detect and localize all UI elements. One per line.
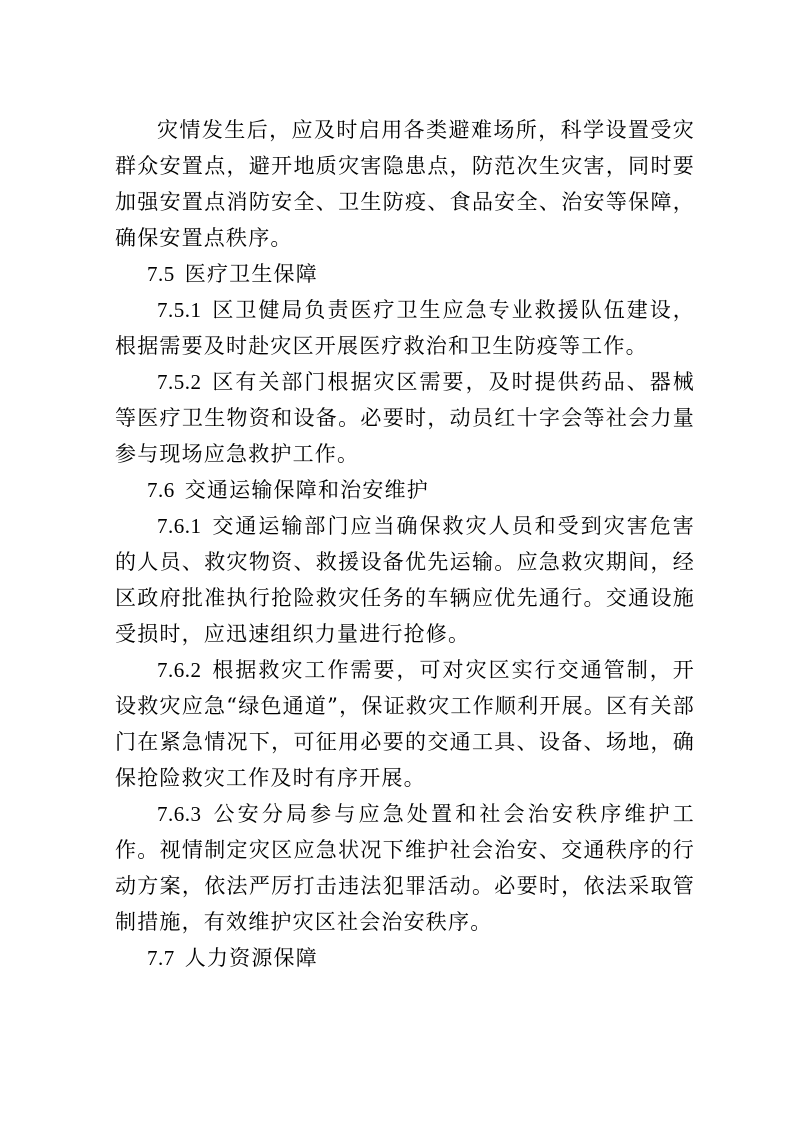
paragraph-text: 交通运输部门应当确保救灾人员和受到灾害危害的人员、救灾物资、救援设备优先运输。应急救灾期间，经区政府批准执行抢险救灾任务的车辆应优先通行。交通设施受损时，应迅速组织力量进行抢修。 (115, 514, 695, 646)
clause-number: 7.6.1 (157, 514, 202, 538)
section-number: 7.5 (147, 262, 175, 286)
paragraph-shelter (115, 112, 695, 256)
section-number: 7.7 (147, 946, 175, 970)
paragraph-7-6-1 (115, 508, 695, 652)
clause-number: 7.5.2 (157, 370, 202, 394)
paragraph-text: 根据救灾工作需要，可对灾区实行交通管制，开设救灾应急“绿色通道”，保证救灾工作顺利开展。区有关部门在紧急情况下，可征用必要的交通工具、设备、场地，确保抢险救灾工作及时有序开展。 (115, 658, 695, 790)
section-title: 交通运输保障和治安维护 (184, 478, 429, 502)
paragraph-7-5-1 (115, 292, 695, 364)
document-body (115, 112, 695, 976)
section-title: 人力资源保障 (184, 946, 318, 970)
paragraph-7-5-2 (115, 364, 695, 472)
section-heading-7-5 (115, 256, 695, 292)
paragraph-text: 区有关部门根据灾区需要，及时提供药品、器械等医疗卫生物资和设备。必要时，动员红十字会等社会力量参与现场应急救护工作。 (115, 370, 695, 466)
section-heading-7-7 (115, 940, 695, 976)
section-title: 医疗卫生保障 (184, 262, 318, 286)
clause-number: 7.6.3 (157, 802, 202, 826)
clause-number: 7.5.1 (157, 298, 202, 322)
section-number: 7.6 (147, 478, 175, 502)
section-heading-7-6 (115, 472, 695, 508)
paragraph-7-6-3 (115, 796, 695, 940)
paragraph-text: 区卫健局负责医疗卫生应急专业救援队伍建设，根据需要及时赴灾区开展医疗救治和卫生防疫等工作。 (115, 298, 695, 358)
paragraph-text: 灾情发生后，应及时启用各类避难场所，科学设置受灾群众安置点，避开地质灾害隐患点，防范次生灾害，同时要加强安置点消防安全、卫生防疫、食品安全、治安等保障，确保安置点秩序。 (115, 118, 695, 250)
clause-number: 7.6.2 (157, 658, 202, 682)
paragraph-7-6-2 (115, 652, 695, 796)
paragraph-text: 公安分局参与应急处置和社会治安秩序维护工作。视情制定灾区应急状况下维护社会治安、交通秩序的行动方案，依法严厉打击违法犯罪活动。必要时，依法采取管制措施，有效维护灾区社会治安秩序。 (115, 802, 695, 934)
